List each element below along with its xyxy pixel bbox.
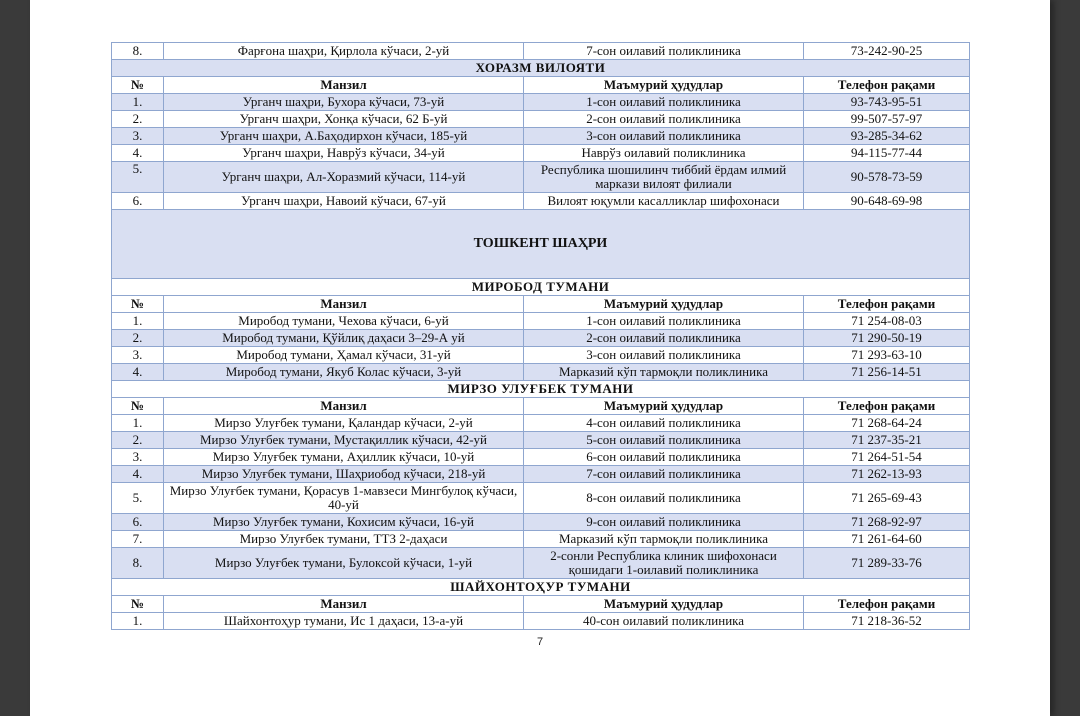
row-district: Марказий кўп тармоқли поликлиника	[524, 531, 804, 548]
table-row	[112, 514, 970, 531]
table-row	[112, 128, 970, 145]
table-row	[112, 330, 970, 347]
row-number: 7.	[112, 531, 164, 548]
row-district: 2-сон оилавий поликлиника	[524, 330, 804, 347]
row-phone: 71 262-13-93	[804, 466, 970, 483]
row-address: Мирзо Улуғбек тумани, Шаҳриобод кўчаси, 218-уй	[164, 466, 524, 483]
row-address: Урганч шаҳри, А.Баҳодирхон кўчаси, 185-уй	[164, 128, 524, 145]
row-phone: 71 265-69-43	[804, 483, 970, 514]
section-title: МИРЗО УЛУҒБЕК ТУМАНИ	[112, 381, 970, 398]
row-district: 7-сон оилавий поликлиника	[524, 466, 804, 483]
row-address: Мирзо Улуғбек тумани, Мустақиллик кўчаси, 42-уй	[164, 432, 524, 449]
header-address: Манзил	[164, 296, 524, 313]
row-address: Мирзо Улуғбек тумани, ТТЗ 2-даҳаси	[164, 531, 524, 548]
row-number: 2.	[112, 432, 164, 449]
row-district: 8-сон оилавий поликлиника	[524, 483, 804, 514]
city-title: ТОШКЕНТ ШАҲРИ	[112, 210, 970, 279]
row-district: 5-сон оилавий поликлиника	[524, 432, 804, 449]
row-number: 2.	[112, 330, 164, 347]
header-row	[112, 296, 970, 313]
row-phone: 71 237-35-21	[804, 432, 970, 449]
row-address: Миробод тумани, Чехова кўчаси, 6-уй	[164, 313, 524, 330]
row-phone: 94-115-77-44	[804, 145, 970, 162]
header-num: №	[112, 296, 164, 313]
city-title-row	[112, 210, 970, 279]
row-address: Урганч шаҳри, Наврўз кўчаси, 34-уй	[164, 145, 524, 162]
row-address: Урганч шаҳри, Навоий кўчаси, 67-уй	[164, 193, 524, 210]
row-phone: 93-285-34-62	[804, 128, 970, 145]
row-district: 2-сонли Республика клиник шифохонаси қошидаги 1-оилавий поликлиника	[524, 548, 804, 579]
row-phone: 90-648-69-98	[804, 193, 970, 210]
row-phone: 90-578-73-59	[804, 162, 970, 193]
row-district: 6-сон оилавий поликлиника	[524, 449, 804, 466]
header-num: №	[112, 77, 164, 94]
table-row	[112, 415, 970, 432]
row-address: Миробод тумани, Ҳамал кўчаси, 31-уй	[164, 347, 524, 364]
header-phone: Телефон рақами	[804, 596, 970, 613]
header-districts: Маъмурий ҳудудлар	[524, 596, 804, 613]
row-number: 6.	[112, 193, 164, 210]
row-district: 1-сон оилавий поликлиника	[524, 313, 804, 330]
row-address: Мирзо Улуғбек тумани, Булоксой кўчаси, 1-уй	[164, 548, 524, 579]
row-number: 6.	[112, 514, 164, 531]
header-address: Манзил	[164, 77, 524, 94]
table-row	[112, 483, 970, 514]
row-district: 40-сон оилавий поликлиника	[524, 613, 804, 630]
row-address: Миробод тумани, Якуб Колас кўчаси, 3-уй	[164, 364, 524, 381]
row-district: 4-сон оилавий поликлиника	[524, 415, 804, 432]
table-row	[112, 347, 970, 364]
row-number: 8.	[112, 43, 164, 60]
row-number: 3.	[112, 449, 164, 466]
row-number: 4.	[112, 466, 164, 483]
row-address: Урганч шаҳри, Ал-Хоразмий кўчаси, 114-уй	[164, 162, 524, 193]
header-num: №	[112, 596, 164, 613]
row-district: Республика шошилинч тиббий ёрдам илмий маркази вилоят филиали	[524, 162, 804, 193]
row-address: Мирзо Улуғбек тумани, Кохисим кўчаси, 16-уй	[164, 514, 524, 531]
header-districts: Маъмурий ҳудудлар	[524, 398, 804, 415]
header-row	[112, 398, 970, 415]
row-number: 4.	[112, 364, 164, 381]
row-phone: 73-242-90-25	[804, 43, 970, 60]
row-district: 1-сон оилавий поликлиника	[524, 94, 804, 111]
table-row	[112, 449, 970, 466]
row-address: Мирзо Улуғбек тумани, Қорасув 1-мавзеси Мингбулоқ кўчаси, 40-уй	[164, 483, 524, 514]
row-phone: 71 218-36-52	[804, 613, 970, 630]
row-number: 2.	[112, 111, 164, 128]
row-phone: 71 289-33-76	[804, 548, 970, 579]
row-district: 3-сон оилавий поликлиника	[524, 347, 804, 364]
section-title: ШАЙХОНТОҲУР ТУМАНИ	[112, 579, 970, 596]
table-row	[112, 94, 970, 111]
table-row	[112, 43, 970, 60]
row-address: Урганч шаҳри, Хонқа кўчаси, 62 Б-уй	[164, 111, 524, 128]
row-phone: 71 261-64-60	[804, 531, 970, 548]
table-row	[112, 193, 970, 210]
table-row	[112, 364, 970, 381]
row-number: 5.	[112, 162, 164, 193]
header-districts: Маъмурий ҳудудлар	[524, 77, 804, 94]
row-phone: 99-507-57-97	[804, 111, 970, 128]
row-phone: 71 290-50-19	[804, 330, 970, 347]
page-number: 7	[536, 636, 544, 648]
row-number: 1.	[112, 313, 164, 330]
table-row	[112, 613, 970, 630]
row-phone: 93-743-95-51	[804, 94, 970, 111]
row-district: Наврўз оилавий поликлиника	[524, 145, 804, 162]
header-row	[112, 596, 970, 613]
header-districts: Маъмурий ҳудудлар	[524, 296, 804, 313]
table-row	[112, 548, 970, 579]
row-number: 1.	[112, 415, 164, 432]
row-address: Миробод тумани, Қўйлиқ даҳаси 3–29-А уй	[164, 330, 524, 347]
section-title-row	[112, 60, 970, 77]
table-row	[112, 466, 970, 483]
section-title-row	[112, 381, 970, 398]
row-number: 8.	[112, 548, 164, 579]
row-phone: 71 268-64-24	[804, 415, 970, 432]
section-title: ХОРАЗМ ВИЛОЯТИ	[112, 60, 970, 77]
header-phone: Телефон рақами	[804, 77, 970, 94]
table-row	[112, 313, 970, 330]
table-row	[112, 145, 970, 162]
table-row	[112, 111, 970, 128]
row-district: 7-сон оилавий поликлиника	[524, 43, 804, 60]
section-title-row	[112, 579, 970, 596]
table-row	[112, 531, 970, 548]
row-phone: 71 264-51-54	[804, 449, 970, 466]
row-number: 1.	[112, 613, 164, 630]
row-district: 9-сон оилавий поликлиника	[524, 514, 804, 531]
row-address: Урганч шаҳри, Бухора кўчаси, 73-уй	[164, 94, 524, 111]
table-row	[112, 432, 970, 449]
row-number: 4.	[112, 145, 164, 162]
section-title-row	[112, 279, 970, 296]
header-num: №	[112, 398, 164, 415]
row-phone: 71 256-14-51	[804, 364, 970, 381]
row-phone: 71 293-63-10	[804, 347, 970, 364]
row-phone: 71 254-08-03	[804, 313, 970, 330]
row-district: Вилоят юқумли касалликлар шифохонаси	[524, 193, 804, 210]
row-district: 3-сон оилавий поликлиника	[524, 128, 804, 145]
header-phone: Телефон рақами	[804, 398, 970, 415]
row-number: 3.	[112, 347, 164, 364]
header-address: Манзил	[164, 398, 524, 415]
document-page	[30, 0, 1050, 716]
header-address: Манзил	[164, 596, 524, 613]
row-address: Мирзо Улуғбек тумани, Аҳиллик кўчаси, 10-уй	[164, 449, 524, 466]
header-row	[112, 77, 970, 94]
row-district: 2-сон оилавий поликлиника	[524, 111, 804, 128]
section-title: МИРОБОД ТУМАНИ	[112, 279, 970, 296]
row-address: Фарғона шаҳри, Қирлола кўчаси, 2-уй	[164, 43, 524, 60]
row-number: 5.	[112, 483, 164, 514]
row-district: Марказий кўп тармоқли поликлиника	[524, 364, 804, 381]
row-address: Мирзо Улуғбек тумани, Қаландар кўчаси, 2-уй	[164, 415, 524, 432]
row-address: Шайхонтоҳур тумани, Ис 1 даҳаси, 13-а-уй	[164, 613, 524, 630]
clinic-table	[111, 42, 970, 630]
header-phone: Телефон рақами	[804, 296, 970, 313]
row-number: 3.	[112, 128, 164, 145]
row-phone: 71 268-92-97	[804, 514, 970, 531]
row-number: 1.	[112, 94, 164, 111]
table-row	[112, 162, 970, 193]
